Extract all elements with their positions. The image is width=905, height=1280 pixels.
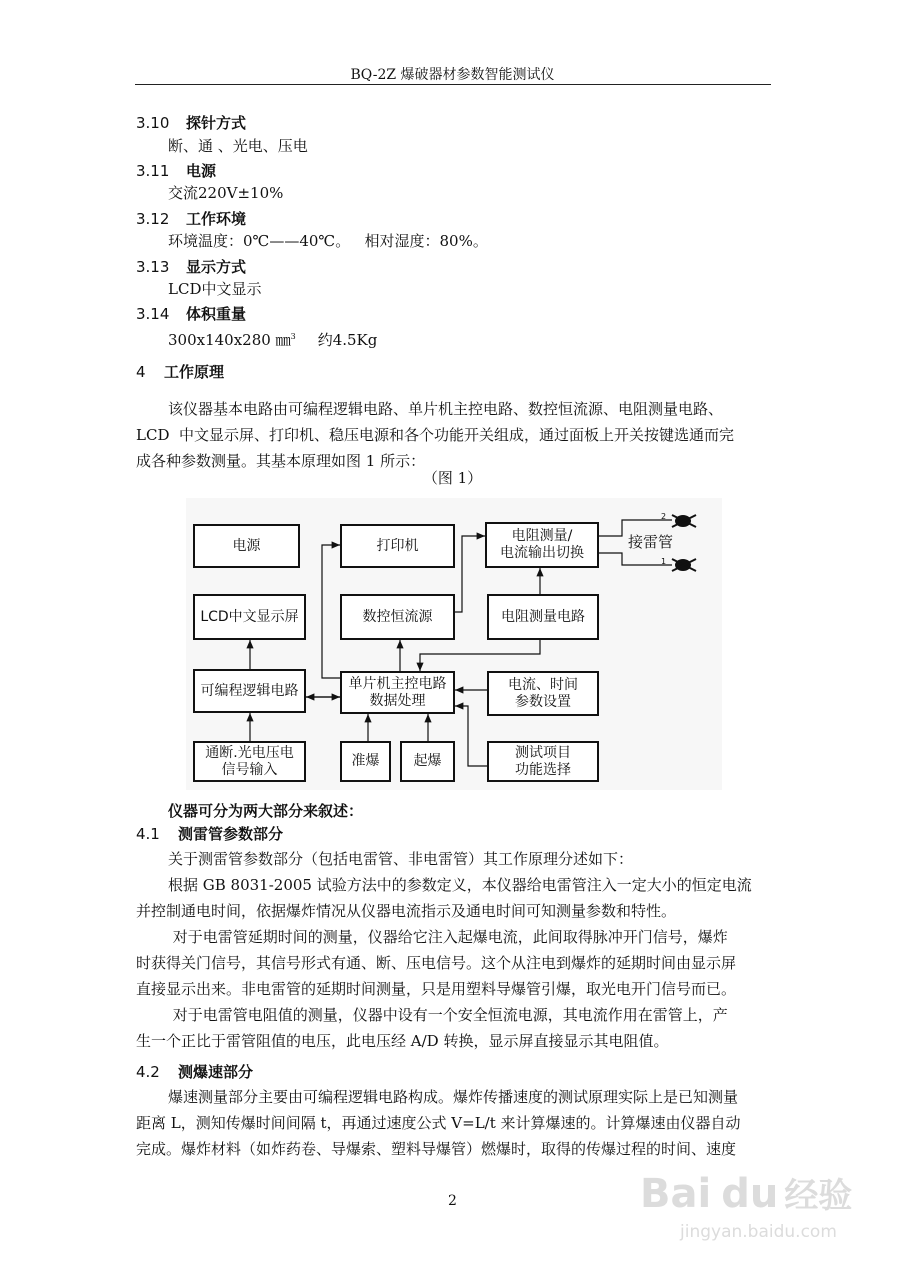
section-title: 工作原理 <box>164 363 225 381</box>
text-line: 对于电雷管延期时间的测量，仪器给它注入起爆电流，此间取得脉冲开门信号，爆炸 <box>168 928 728 946</box>
section-4-2-body <box>136 1084 776 1162</box>
weight-text: 约4.5Kg <box>317 331 378 349</box>
watermark-brand-a: Bai <box>640 1171 712 1217</box>
switch-block: 电阻测量/ 电流输出切换 <box>485 522 599 568</box>
terminal-1-label: 1 <box>661 557 667 566</box>
section-3-12-body: 环境温度：0℃——40℃。 相对湿度：80%。 <box>168 232 488 250</box>
page-number: 2 <box>448 1193 457 1209</box>
section-title: 体积重量 <box>186 305 247 323</box>
section-number: 4.1 <box>136 825 160 843</box>
intro-line-3: 成各种参数测量。其基本原理如图 1 所示： <box>136 452 426 470</box>
text-line: 关于测雷管参数部分（包括电雷管、非电雷管）其工作原理分述如下： <box>168 850 634 868</box>
terminal-2-icon <box>672 515 696 527</box>
watermark-brand-b: du <box>721 1171 779 1217</box>
terminal-1-icon <box>672 559 696 571</box>
text-line: 并控制通电时间，依据爆炸情况从仪器电流指示及通电时间可知测量参数和特性。 <box>136 902 677 920</box>
ready-block: 准爆 <box>340 741 391 782</box>
fire-block: 起爆 <box>400 741 455 782</box>
printer-block: 打印机 <box>340 524 455 568</box>
current-source-block: 数控恒流源 <box>340 594 455 640</box>
signals-block: 通断.光电压电 信号输入 <box>193 741 306 782</box>
dimensions-text: 300x140x280 ㎜ <box>168 331 291 349</box>
text-line: 距离 L，测知传爆时间间隔 t，再通过速度公式 V=L/t 来计算爆速的。计算爆速由仪器自动 <box>136 1114 741 1132</box>
mcu-block: 单片机主控电路 数据处理 <box>340 671 455 714</box>
parts-intro: 仪器可分为两大部分来叙述： <box>168 802 364 820</box>
section-number: 3.10 <box>136 114 170 132</box>
section-title: 测雷管参数部分 <box>178 825 284 843</box>
section-3-11-body: 交流220V±10% <box>168 184 284 202</box>
logic-block: 可编程逻辑电路 <box>193 669 306 713</box>
text-line: 生一个正比于雷管阻值的电压，此电压经 A/D 转换，显示屏直接显示其电阻值。 <box>136 1032 669 1050</box>
cubic-superscript: 3 <box>290 332 296 341</box>
text-line: 爆速测量部分主要由可编程逻辑电路构成。爆炸传播速度的测试原理实际上是已知测量 <box>168 1088 739 1106</box>
section-number: 4 <box>136 363 146 381</box>
params-block: 电流、时间 参数设置 <box>487 671 599 716</box>
section-3-13-body: LCD中文显示 <box>168 280 262 298</box>
watermark-logo <box>640 1168 852 1217</box>
intro-line-1: 该仪器基本电路由可编程逻辑电路、单片机主控电路、数控恒流源、电阻测量电路、 <box>168 400 724 418</box>
watermark-cn: 经验 <box>784 1176 853 1216</box>
section-number: 3.12 <box>136 210 170 228</box>
text-line: 时获得关门信号，其信号形式有通、断、压电信号。这个从注电到爆炸的延期时间由显示屏 <box>136 954 737 972</box>
lcd-block: LCD中文显示屏 <box>193 594 306 640</box>
intro-line-2: LCD 中文显示屏、打印机、稳压电源和各个功能开关组成，通过面板上开关按键选通而完 <box>136 426 735 444</box>
terminal-2-label: 2 <box>661 512 667 521</box>
section-title: 探针方式 <box>186 114 247 132</box>
page-header: BQ-2Z 爆破器材参数智能测试仪 <box>350 67 555 83</box>
section-number: 3.13 <box>136 258 170 276</box>
resistance-block: 电阻测量电路 <box>487 594 599 640</box>
section-4-1-body <box>136 846 776 1054</box>
figure-caption: （图 1） <box>422 469 483 487</box>
section-title: 工作环境 <box>186 210 247 228</box>
select-block: 测试项目 功能选择 <box>487 741 599 782</box>
power-block: 电源 <box>193 524 300 568</box>
section-title: 显示方式 <box>186 258 247 276</box>
section-3-10-body: 断、通 、光电、压电 <box>168 137 308 155</box>
section-title: 电源 <box>186 162 217 180</box>
text-line: 直接显示出来。非电雷管的延期时间测量，只是用塑料导爆管引爆，取光电开门信号而已。 <box>136 980 737 998</box>
text-line: 对于电雷管电阻值的测量，仪器中设有一个安全恒流电源，其电流作用在雷管上，产 <box>168 1006 728 1024</box>
detonator-label: 接雷管 <box>628 533 674 551</box>
section-4-2-heading <box>136 1061 253 1082</box>
text-line: 根据 GB 8031-2005 试验方法中的参数定义，本仪器给电雷管注入一定大小的恒定电流 <box>168 876 752 894</box>
text-line: 完成。爆炸材料（如炸药卷、导爆索、塑料导爆管）燃爆时，取得的传爆过程的时间、速度 <box>136 1140 737 1158</box>
section-number: 4.2 <box>136 1063 160 1081</box>
section-title: 测爆速部分 <box>178 1063 254 1081</box>
section-number: 3.14 <box>136 305 170 323</box>
watermark-url: jingyan.baidu.com <box>680 1222 837 1242</box>
section-number: 3.11 <box>136 162 170 180</box>
section-4-1-heading <box>136 823 283 844</box>
